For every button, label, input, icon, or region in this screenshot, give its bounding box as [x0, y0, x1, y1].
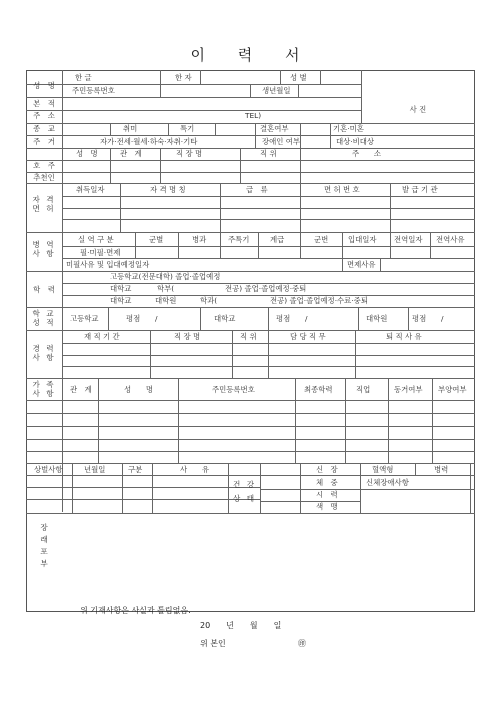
military-section-label: 병 역 사 항 — [32, 240, 56, 259]
hobby-label: 취미 — [123, 124, 138, 133]
rule — [330, 123, 331, 148]
rule — [26, 84, 361, 85]
career-header: 직 위 — [240, 332, 257, 341]
rule — [215, 123, 216, 135]
rule — [26, 123, 475, 124]
grades-grad-avg: 평점 / — [412, 314, 444, 323]
declaration-text: 위 기재사항은 사실과 틀림없음. — [80, 606, 191, 615]
grades-univ-avg: 평점 / — [276, 314, 308, 323]
military-header: 군별 — [149, 235, 164, 244]
family-header: 주민등록번호 — [212, 385, 255, 394]
education-section-label: 학 력 — [33, 285, 55, 294]
license-section-label: 자 격 면 허 — [32, 195, 56, 214]
education-line-3a: 대학교 — [110, 296, 132, 305]
family-header: 동거여부 — [394, 385, 423, 394]
rule — [152, 463, 153, 513]
military-exempt-label: 면제사유 — [347, 260, 376, 269]
rule — [122, 463, 123, 513]
military-reason-label: 미필사유 및 입대예정일자 — [66, 260, 150, 269]
family-header: 관 계 — [70, 385, 92, 394]
military-header: 주특기 — [228, 235, 250, 244]
rule — [390, 183, 391, 232]
career-header: 퇴 직 사 유 — [386, 332, 422, 341]
career-header: 직 장 명 — [174, 332, 201, 341]
rule — [26, 135, 475, 136]
family-header: 직업 — [356, 385, 371, 394]
military-header: 전역사유 — [436, 235, 465, 244]
rule — [108, 307, 109, 330]
disabled-label: 장애인 여부 — [262, 137, 301, 146]
career-section-label: 경 력 사 항 — [32, 344, 56, 363]
married-label: 결혼여부 — [260, 124, 289, 133]
seal-icon: ㊞ — [298, 639, 306, 648]
rule — [26, 271, 475, 272]
origin-label: 본 적 — [33, 99, 55, 108]
license-header: 급 류 — [246, 185, 268, 194]
health-blood-label: 혈액형 — [372, 465, 394, 474]
family-header: 성 명 — [124, 385, 154, 394]
signature-date: 20 년 월 일 — [200, 621, 282, 630]
rule — [388, 378, 389, 463]
rule — [26, 426, 475, 427]
skill-label: 특기 — [180, 124, 195, 133]
military-header: 군번 — [314, 235, 329, 244]
signer-label: 위 본인 — [200, 639, 226, 648]
health-section-label: 건 강 상 태 — [232, 480, 257, 503]
license-header: 발 급 기 관 — [402, 185, 438, 194]
military-header: 계급 — [270, 235, 285, 244]
rule — [26, 97, 361, 98]
rule — [298, 84, 299, 97]
awards-header: 구분 — [128, 465, 143, 474]
rule — [178, 232, 179, 258]
education-line-3c: 학과( — [200, 296, 218, 305]
rule — [62, 196, 475, 197]
education-line-2c: 전공) 졸업·졸업예정·중퇴 — [225, 284, 307, 293]
grades-grad-label: 대학원 — [366, 314, 388, 323]
religion-label: 종 교 — [33, 124, 55, 133]
rule — [26, 330, 475, 331]
rule — [26, 439, 475, 440]
aspiration-section-label: 장 래 포 부 — [40, 523, 48, 569]
rule — [415, 463, 416, 476]
rule — [220, 183, 221, 232]
rule — [358, 307, 359, 330]
rule — [150, 330, 151, 378]
rule — [26, 232, 475, 233]
rule — [268, 330, 269, 378]
rule — [345, 378, 346, 463]
rule — [200, 70, 201, 84]
rule — [160, 70, 161, 97]
military-header: 입대일자 — [348, 235, 377, 244]
health-disability-label: 신체장애사항 — [366, 478, 409, 487]
military-header: 병과 — [192, 235, 207, 244]
education-line-1: 고등학교(전문대학) 졸업·졸업예정 — [110, 272, 221, 281]
health-vision-label: 시 력 — [316, 490, 338, 499]
rule — [361, 70, 362, 123]
military-status: 필·미필·면제 — [80, 248, 121, 257]
rule — [178, 378, 179, 463]
education-line-2a: 대학교 — [110, 284, 132, 293]
health-weight-label: 체 중 — [316, 478, 338, 487]
rule — [355, 330, 356, 378]
rule — [232, 330, 233, 378]
rule — [300, 123, 301, 148]
rule — [26, 400, 475, 401]
rule — [98, 378, 99, 463]
rule — [432, 378, 433, 463]
rule — [26, 183, 475, 184]
career-header: 담 당 직 무 — [290, 332, 326, 341]
rrn-label: 주민등록번호 — [72, 86, 115, 95]
rule — [62, 258, 475, 259]
birth-label: 생년월일 — [262, 86, 291, 95]
rule — [110, 148, 111, 183]
household-head-label: 호 주 — [33, 161, 55, 170]
grades-section-label: 학 교 성 적 — [32, 309, 56, 328]
hanja-label: 한 자 — [175, 73, 192, 82]
hangul-label: 한 글 — [75, 73, 92, 82]
rule — [26, 463, 475, 464]
rule — [120, 183, 121, 232]
family-header: 최종학력 — [304, 385, 333, 394]
subsidy-label: 대상·비대상 — [336, 137, 375, 146]
rule — [110, 123, 111, 135]
health-colorblind-label: 색 맹 — [316, 502, 338, 511]
rule — [26, 413, 475, 414]
rule — [260, 501, 360, 502]
rule — [200, 307, 201, 330]
rule — [380, 258, 381, 271]
page-title: 이 력 서 — [190, 46, 314, 64]
rule — [280, 70, 281, 84]
awards-header: 년월일 — [84, 465, 106, 474]
rule — [260, 489, 475, 490]
rule — [300, 183, 301, 232]
license-header: 면 허 번 호 — [324, 185, 360, 194]
rule — [250, 84, 251, 97]
military-header: 실 역 구 분 — [78, 235, 114, 244]
rule — [62, 70, 63, 183]
name-label: 성 명 — [33, 81, 55, 90]
rule — [430, 232, 431, 258]
grades-high-avg: 평점 / — [126, 314, 158, 323]
rule — [26, 378, 475, 379]
gender-label: 성 별 — [290, 73, 307, 82]
rule — [360, 463, 361, 513]
rule — [26, 451, 475, 452]
guardian-company-header: 직 장 명 — [176, 149, 203, 158]
rule — [62, 208, 475, 209]
tel-label: TEL) — [245, 111, 262, 120]
family-header: 부양여부 — [438, 385, 467, 394]
rule — [72, 463, 73, 513]
rule — [135, 232, 136, 258]
health-height-label: 신 장 — [316, 465, 338, 474]
rule — [62, 219, 475, 220]
residence-label: 주 거 — [33, 137, 55, 146]
rule — [408, 307, 409, 330]
rule — [258, 232, 259, 258]
address-label: 주 소 — [33, 111, 55, 120]
awards-header: 사 유 — [180, 465, 210, 474]
education-line-2b: 학부( — [157, 284, 175, 293]
education-line-3b: 대학원 — [155, 296, 177, 305]
rule — [260, 463, 261, 513]
rule — [295, 378, 296, 463]
rule — [240, 148, 241, 183]
education-line-3d: 전공) 졸업·졸업예정·수료·중퇴 — [270, 296, 368, 305]
rule — [26, 110, 361, 111]
grades-high-label: 고등학교 — [70, 314, 99, 323]
rule — [300, 463, 301, 513]
family-section-label: 가 족 사 항 — [32, 380, 56, 399]
rule — [26, 475, 475, 476]
rule — [470, 463, 471, 513]
rule — [26, 160, 475, 161]
married-value: 기혼·미혼 — [333, 124, 364, 133]
rule — [168, 123, 169, 135]
rule — [62, 246, 475, 247]
residence-options: 자가·전세·월세·하숙·자취·기타 — [100, 137, 198, 146]
military-header: 전역일자 — [394, 235, 423, 244]
rule — [160, 148, 161, 183]
license-header: 자 격 명 칭 — [150, 185, 186, 194]
rule — [390, 232, 391, 258]
awards-header: 상벌사항 — [34, 465, 63, 474]
guardian-position-header: 직 위 — [260, 149, 277, 158]
rule — [300, 232, 301, 258]
career-header: 재 직 기 간 — [84, 332, 120, 341]
rule — [26, 172, 475, 173]
rule — [220, 232, 221, 258]
rule — [62, 183, 63, 512]
rule — [268, 307, 269, 330]
rule — [320, 70, 321, 84]
guardian-relation-header: 관 계 — [120, 149, 142, 158]
rule — [300, 148, 301, 183]
rule — [26, 513, 475, 514]
referrer-label: 추천인 — [33, 173, 55, 182]
guardian-address-header: 주 소 — [352, 149, 382, 158]
health-disease-label: 병력 — [434, 465, 449, 474]
license-header: 취득일자 — [76, 185, 105, 194]
grades-univ-label: 대학교 — [214, 314, 236, 323]
rule — [342, 232, 343, 271]
rule — [255, 123, 256, 148]
photo-label: 사 진 — [409, 105, 427, 114]
guardian-name-header: 성 명 — [76, 149, 98, 158]
